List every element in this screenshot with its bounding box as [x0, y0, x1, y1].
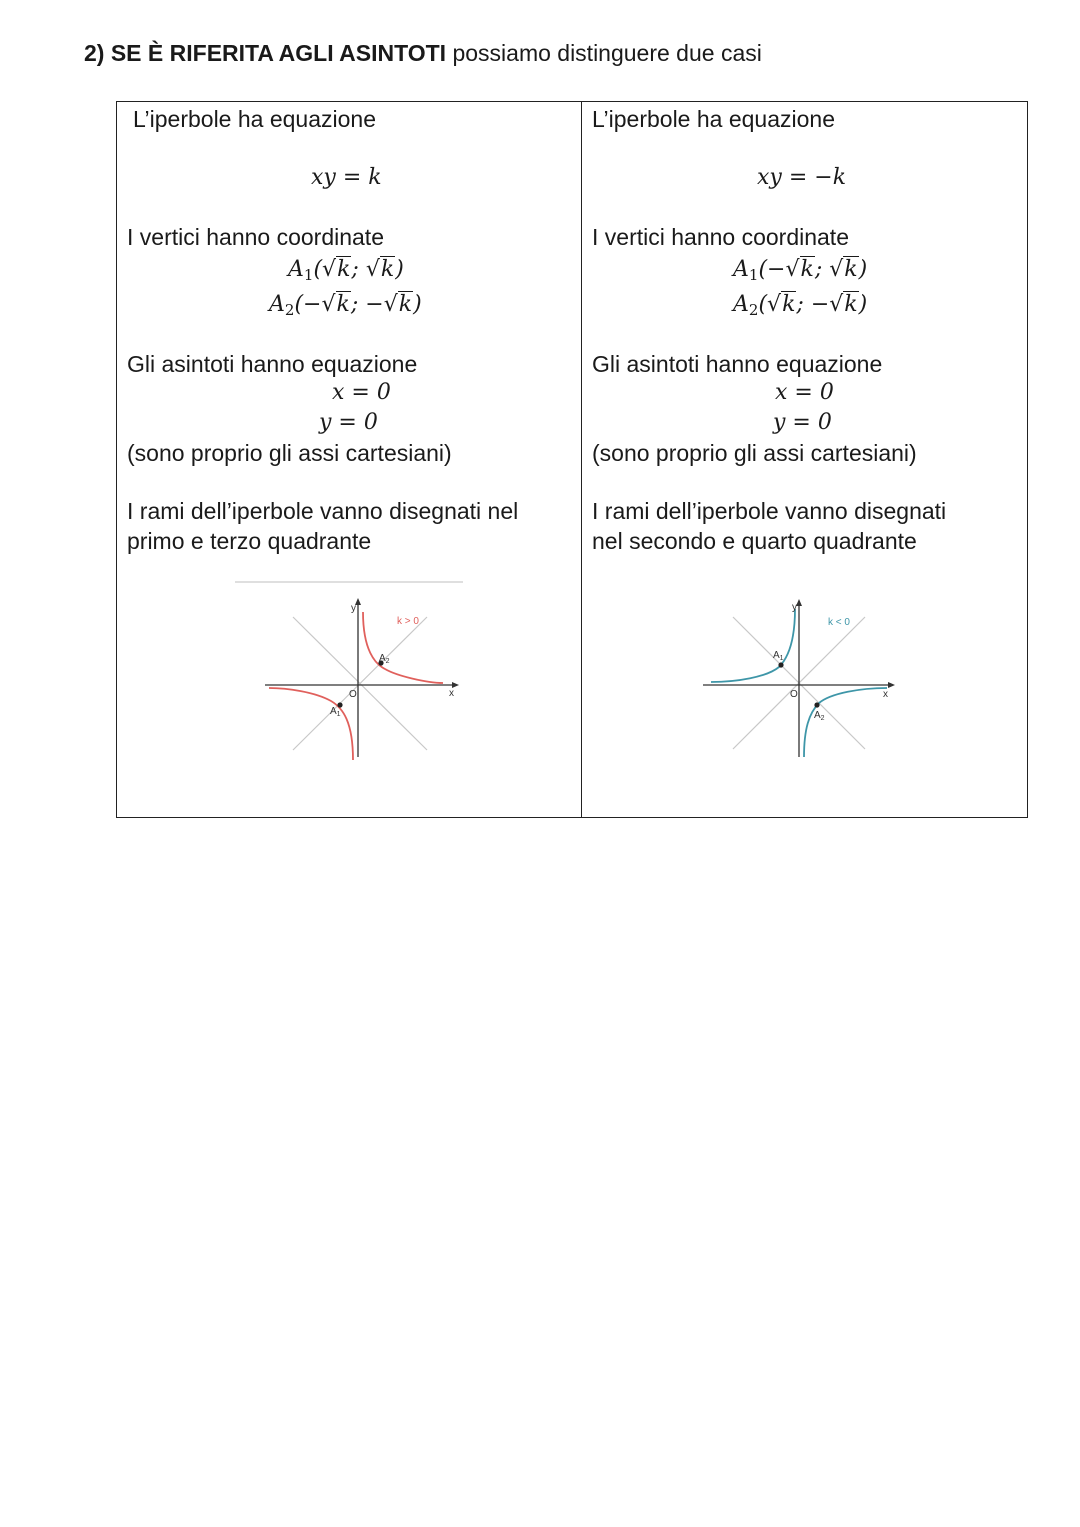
asymptote-x: x = 0 — [775, 380, 834, 405]
comparison-table — [116, 101, 1028, 818]
heading-rest: possiamo distinguere due casi — [452, 40, 762, 66]
branches-line2: primo e terzo quadrante — [127, 528, 372, 554]
x-axis-arrow — [888, 682, 895, 688]
asymptote-note: (sono proprio gli assi cartesiani) — [592, 440, 917, 466]
label-y: y — [351, 603, 356, 614]
branch-fourth-quadrant — [804, 688, 887, 757]
eq-intro: L’iperbole ha equazione — [133, 106, 376, 132]
vertices-intro: I vertici hanno coordinate — [127, 224, 384, 250]
label-k: k > 0 — [397, 616, 419, 627]
label-origin: O — [349, 689, 357, 700]
branches-line1: I rami dell’iperbole vanno disegnati nel — [127, 498, 519, 524]
vertices-intro: I vertici hanno coordinate — [592, 224, 849, 250]
label-x: x — [449, 688, 454, 699]
label-y: y — [792, 602, 797, 613]
heading-bold: SE È RIFERITA AGLI ASINTOTI — [110, 40, 447, 66]
column-k-negative — [582, 102, 1027, 817]
branches-line2: nel secondo e quarto quadrante — [592, 528, 917, 554]
label-a2: $A_2$ — [379, 653, 390, 665]
label-k: k < 0 — [828, 617, 850, 628]
label-x: x — [883, 689, 888, 700]
heading-number: 2) — [84, 40, 105, 66]
label-origin: O — [790, 689, 798, 700]
asymptote-x: x = 0 — [332, 380, 391, 405]
label-a1: $A_1$ — [330, 706, 341, 718]
eq-intro: L’iperbole ha equazione — [592, 106, 835, 132]
asymptote-note: (sono proprio gli assi cartesiani) — [127, 440, 452, 466]
column-k-positive — [117, 102, 582, 817]
label-a2: $A_2$ — [814, 710, 825, 722]
vertex-a1: $A_1(√k$; √k) — [288, 257, 404, 284]
graph-k-positive — [227, 572, 472, 762]
section-heading — [84, 38, 762, 68]
asymptote-y: y = 0 — [773, 410, 832, 435]
vertex-a2: $A_2(√k$; −√k) — [733, 292, 868, 319]
asymptotes-intro: Gli asintoti hanno equazione — [127, 351, 418, 377]
asymptote-y: y = 0 — [319, 410, 378, 435]
branch-second-quadrant — [711, 609, 795, 682]
equation: xy = −k — [757, 165, 847, 190]
asymptotes-intro: Gli asintoti hanno equazione — [592, 351, 883, 377]
branch-third-quadrant — [269, 688, 353, 760]
vertex-a1: $A_1(-√k$; √k) — [733, 257, 868, 284]
vertex-a2-dot — [814, 702, 819, 707]
graph-k-negative — [697, 587, 902, 762]
vertex-a1-dot — [778, 662, 783, 667]
label-a1: $A_1$ — [773, 650, 784, 662]
branches-line1: I rami dell’iperbole vanno disegnati — [592, 498, 947, 524]
vertex-a1-dot — [337, 702, 342, 707]
vertex-a2: $A_2(-√k$; −√k) — [269, 292, 422, 319]
equation: xy = k — [311, 165, 382, 190]
